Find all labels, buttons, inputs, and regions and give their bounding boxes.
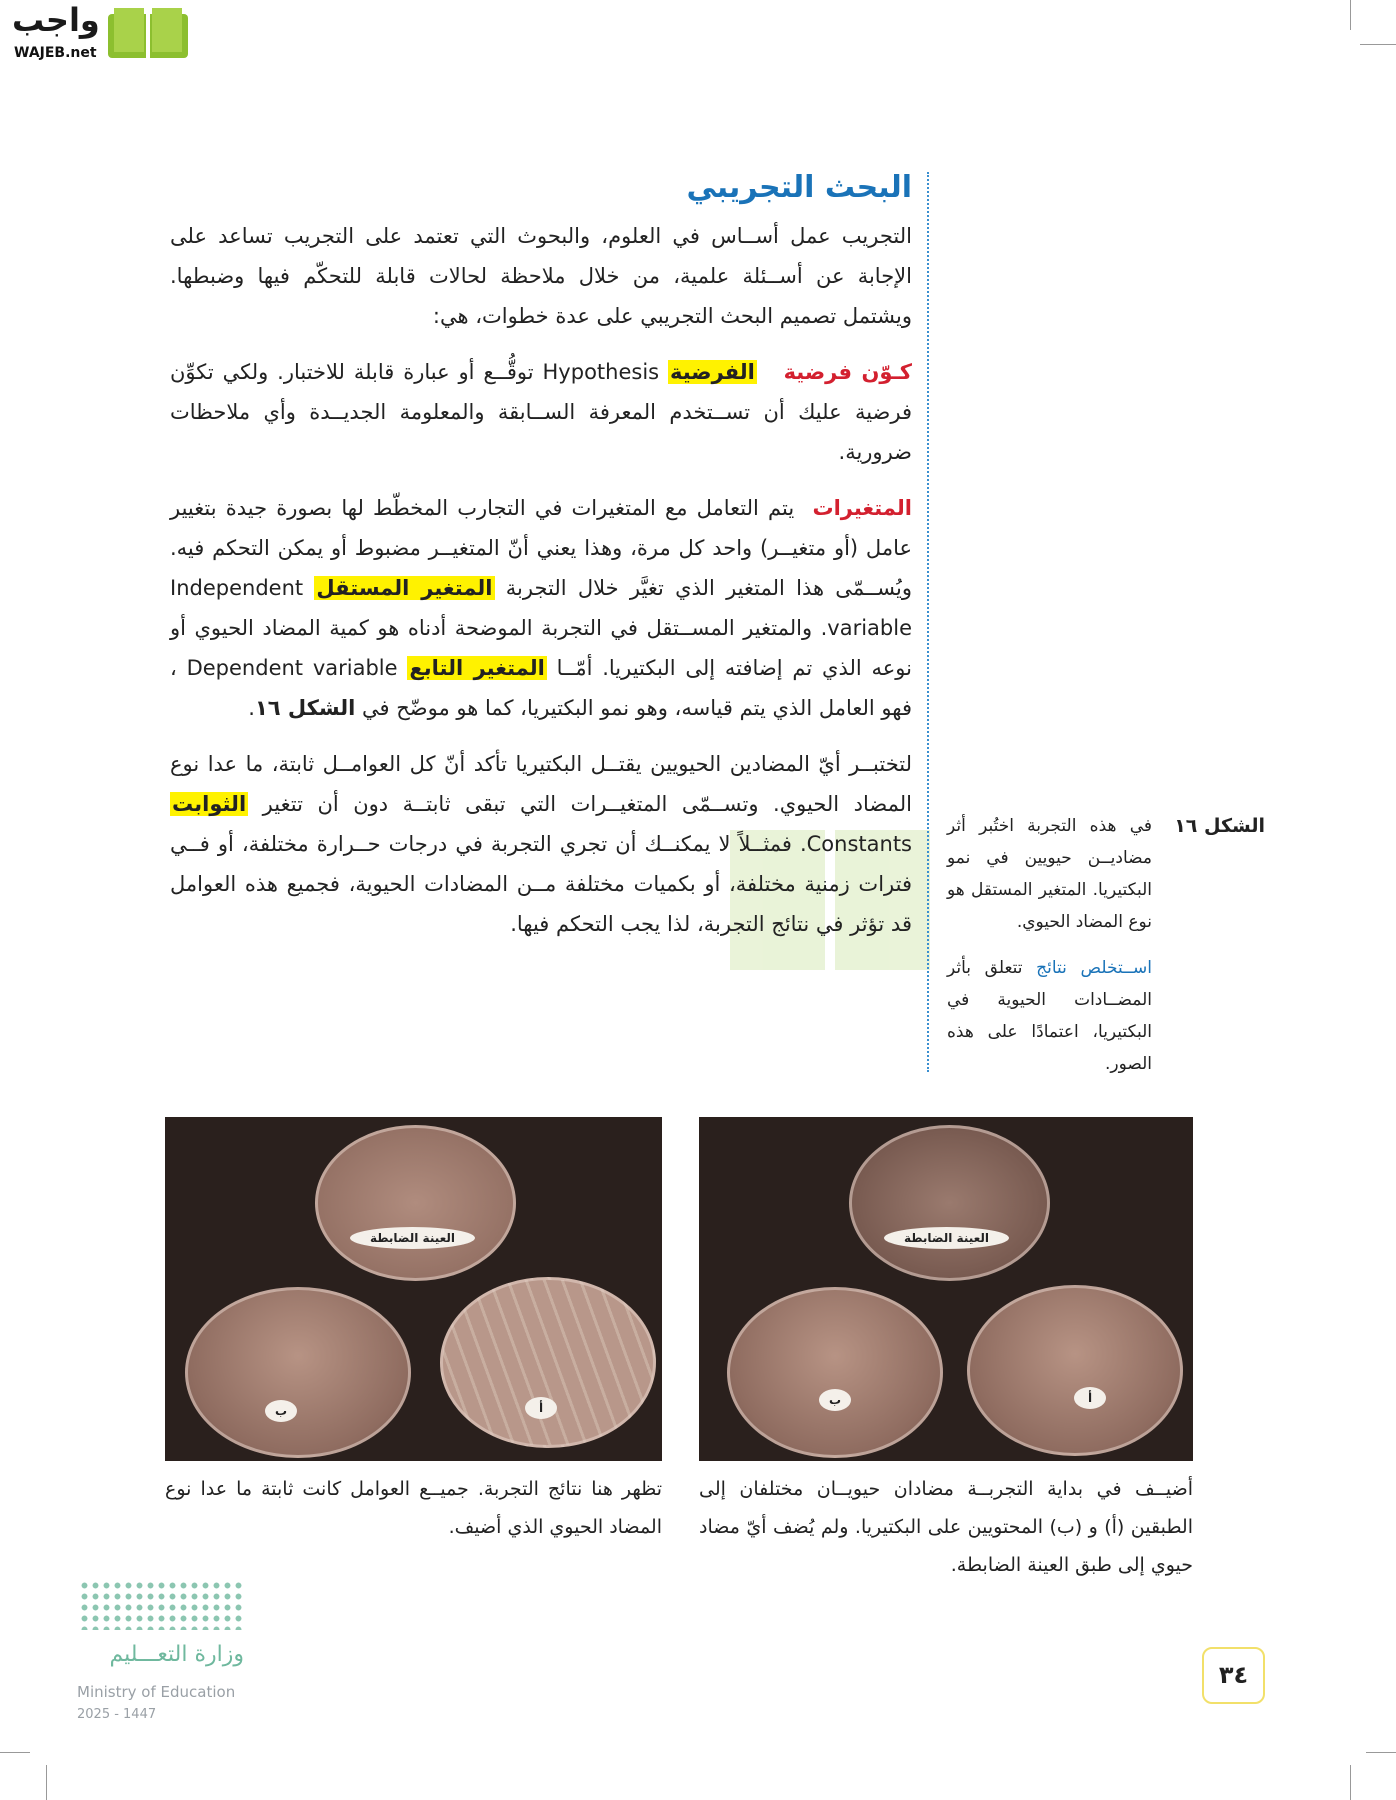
figure-caption: في هذه التجربة اختُبر أثر مضاديــن حيويين في نمو البكتيريا. المتغير المستقل هو نوع المضاد الحيوي.: [947, 816, 1152, 932]
dish-label-control: العينة الضابطة: [350, 1227, 475, 1249]
crop-mark: [1350, 1765, 1351, 1800]
photo-before: [699, 1117, 1193, 1461]
term-independent: المتغير المستقل: [316, 576, 493, 600]
dish-label-b: ب: [819, 1389, 851, 1411]
dish-b: [727, 1287, 943, 1458]
constants-text: لتختبــر أيّ المضادين الحيويين يقتــل البكتيريا تأكد أنّ كل العوامــل ثابتة، ما عدا نوع المضاد الحيوي. وتســمّى المتغيــرات التي تبقى ثابتــة دون أن تتغير: [170, 752, 912, 816]
constants-paragraph: [170, 744, 912, 944]
period: .: [248, 696, 255, 720]
sidebar-column: [947, 810, 1152, 1080]
dish-b: [185, 1287, 411, 1458]
ministry-name-ar: وزارة التعـــليم: [109, 1642, 244, 1667]
ministry-logo: [75, 1578, 250, 1730]
variables-paragraph: [170, 488, 912, 728]
logo-subtext: WAJEB.net: [14, 45, 97, 61]
crop-mark: [46, 1765, 47, 1800]
hypothesis-paragraph: [170, 352, 912, 472]
figure-label: الشكل ١٦: [1174, 815, 1265, 837]
main-column: [170, 166, 912, 960]
dish-label-b: ب: [265, 1400, 297, 1422]
figure-reference: الشكل ١٦: [254, 696, 356, 720]
book-icon: [108, 8, 188, 60]
dish-control: [849, 1125, 1050, 1281]
figure-task: [947, 952, 1152, 1080]
dish-a: [967, 1285, 1183, 1456]
ministry-name-en: Ministry of Education: [77, 1683, 236, 1701]
dish-a: [440, 1277, 656, 1448]
variables-text: Independent variable. والمتغير المســتقل في التجربة الموضحة أدناه هو كمية المضاد الحيوي أو نوعه الذي تم إضافته إلى البكتيريا. أمّــا: [170, 576, 912, 680]
dish-label-a: أ: [1074, 1387, 1106, 1409]
hypothesis-heading: كـوّن فرضية: [783, 360, 912, 384]
variables-text: Dependent variable ، فهو العامل الذي يتم قياسه، وهو نمو البكتيريا، كما هو موضّح في: [170, 656, 912, 720]
task-heading: اســتخلص نتائج: [1036, 958, 1152, 978]
task-text: تتعلق بأثر المضــادات الحيوية في البكتيريا، اعتمادًا على هذه الصور.: [947, 958, 1152, 1074]
dish-label-a: أ: [525, 1397, 557, 1419]
wajeb-logo[interactable]: [8, 0, 193, 68]
page-number: ٣٤: [1202, 1647, 1265, 1704]
term-dependent: المتغير التابع: [409, 656, 545, 680]
intro-paragraph: التجريب عمل أســاس في العلوم، والبحوث التي تعتمد على التجريب تساعد على الإجابة عن أســئلة علمية، من خلال ملاحظة لحالات قابلة للتحكّم فيها وضبطها. ويشتمل تصميم البحث التجريبي على عدة خطوات، هي:: [170, 224, 912, 328]
constants-text: Constants. فمثــلاً لا يمكنــك أن تجري التجربة في درجات حــرارة مختلفة، أو فــي فترات زمنية مختلفة، أو بكميات مختلفة مــن المضادات الحيوية، فجميع هذه العوامل قد تؤثر في نتائج التجربة، لذا يجب التحكم فيها.: [170, 832, 912, 936]
year: 2025 - 1447: [77, 1707, 157, 1722]
column-divider: [927, 172, 929, 1072]
caption-before: أضيــف في بداية التجربــة مضادان حيويــان مختلفان إلى الطبقين (أ) و (ب) المحتويين على البكتيريا. ولم يُضف أيّ مضاد حيوي إلى طبق العينة الضابطة.: [699, 1478, 1193, 1576]
crop-mark: [0, 1752, 30, 1753]
crop-mark: [1360, 44, 1396, 45]
term-hypothesis: الفرضية: [670, 360, 755, 384]
photo-after: [165, 1117, 662, 1461]
crop-mark: [1350, 0, 1351, 30]
variables-heading: المتغيرات: [812, 496, 912, 520]
logo-text: واجب: [12, 1, 100, 39]
section-title: البحث التجريبي: [686, 170, 912, 205]
hypothesis-text: Hypothesis توقُّــع أو عبارة قابلة للاختبار. ولكي تكوِّن فرضية عليك أن تســتخدم المعرفة الســابقة والمعلومة الجديــدة وأي ملاحظات ضرورية.: [170, 360, 912, 464]
dish-control: [315, 1125, 516, 1281]
crop-mark: [1366, 1752, 1396, 1753]
variables-text: يتم التعامل مع المتغيرات في التجارب المخطّط لها بصورة جيدة بتغيير عامل (أو متغيــر) واحد كل مرة، وهذا يعني أنّ المتغيــر مضبوط أو يمكن التحكم فيه. ويُســمّى هذا المتغير الذي تغيَّر خلال التجربة: [170, 496, 912, 600]
term-constants: الثوابت: [172, 792, 247, 816]
caption-after: تظهر هنا نتائج التجربة. جميــع العوامل كانت ثابتة ما عدا نوع المضاد الحيوي الذي أضيف.: [165, 1478, 662, 1538]
ministry-dots-icon: [79, 1580, 245, 1630]
dish-label-control: العينة الضابطة: [884, 1227, 1009, 1249]
